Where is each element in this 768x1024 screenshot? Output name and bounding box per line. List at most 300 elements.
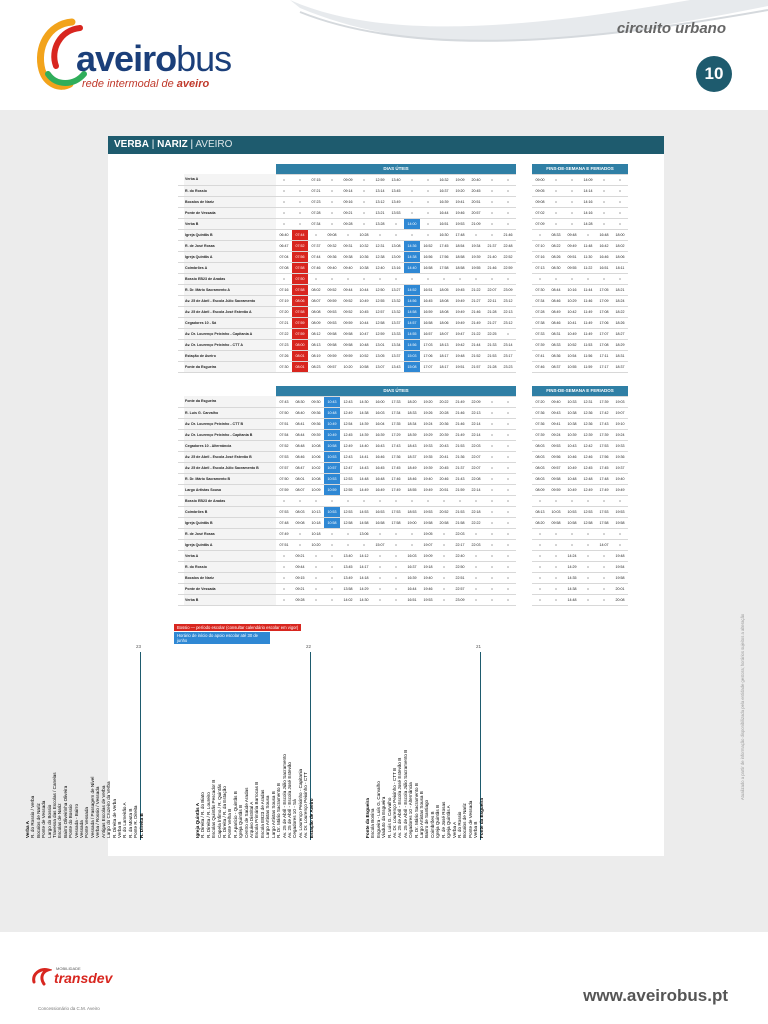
stop-name: Av. Dr. Lourenço Peixinho - CTT B [184, 418, 276, 429]
time-cell: 07:50 [292, 273, 308, 284]
column-gap [516, 273, 532, 284]
time-cell: 20:51 [436, 484, 452, 495]
time-cell: 09:40 [340, 262, 356, 273]
time-cell: 19:46 [452, 207, 468, 218]
time-cell: 21:46 [484, 262, 500, 273]
stop-name: Av. Dr. Lourenço Peixinho - CTT A [184, 339, 276, 350]
time-cell: 13:16 [388, 262, 404, 273]
time-cell: • [484, 407, 500, 418]
column-gap [516, 196, 532, 207]
route-stop: Verba B [473, 821, 479, 838]
time-cell: 07:43 [276, 396, 292, 407]
time-cell: 19:55 [468, 262, 484, 273]
route-stop: Coimbrões B [429, 811, 435, 838]
time-cell: • [452, 273, 468, 284]
timetable-outbound [178, 164, 628, 373]
time-cell: • [468, 495, 484, 506]
route-stop: Vessada / Passagem de Nível [89, 776, 95, 838]
table-row [178, 174, 628, 185]
time-cell: • [532, 495, 548, 506]
time-cell: • [596, 550, 612, 561]
time-cell: • [436, 561, 452, 572]
time-cell: 08:46 [548, 295, 564, 306]
time-cell: 10:49 [324, 429, 340, 440]
time-cell: • [596, 583, 612, 594]
route-stop: R. Aparício - Quintãs B [232, 791, 238, 838]
website-link[interactable]: www.aveirobus.pt [583, 986, 728, 1005]
legend-red: Bossio — período escolar (consultar calendário escolar em vigor) [174, 624, 301, 631]
time-cell: 13:08 [388, 240, 404, 251]
time-cell: 18:34 [404, 418, 420, 429]
time-cell: 09:24 [548, 429, 564, 440]
time-cell: 10:48 [564, 473, 580, 484]
route-stop: R. da Mouta B [127, 808, 133, 838]
time-cell: 14:07 [596, 539, 612, 550]
time-cell: 17:07 [420, 361, 436, 372]
time-cell: • [548, 174, 564, 185]
time-cell: 20:39 [436, 429, 452, 440]
time-cell: 14:39 [356, 429, 372, 440]
column-gap [516, 583, 532, 594]
time-cell: 16:30 [436, 229, 452, 240]
time-cell: • [500, 196, 516, 207]
table-row [178, 218, 628, 229]
stop-name: Av. 25 de Abril - Escola José Estevão B [184, 451, 276, 462]
time-cell: 08:41 [292, 418, 308, 429]
time-cell: • [500, 539, 516, 550]
time-cell: 14:49 [356, 484, 372, 495]
time-cell: 16:51 [436, 218, 452, 229]
time-cell: • [404, 229, 420, 240]
time-cell: • [580, 550, 596, 561]
time-cell: 19:41 [452, 196, 468, 207]
column-gap [516, 451, 532, 462]
time-cell: 18:46 [404, 473, 420, 484]
table-row [178, 229, 628, 240]
time-cell: • [468, 572, 484, 583]
time-cell: 17:34 [388, 407, 404, 418]
time-cell: 17:58 [388, 517, 404, 528]
time-cell: • [324, 561, 340, 572]
time-cell: 21:33 [484, 339, 500, 350]
time-cell: 22:13 [468, 407, 484, 418]
time-cell: 21:37 [452, 462, 468, 473]
time-cell: 22:25 [484, 328, 500, 339]
time-cell: • [308, 583, 324, 594]
time-cell: • [500, 174, 516, 185]
time-cell: 21:28 [484, 361, 500, 372]
time-cell: • [404, 495, 420, 506]
time-cell: 08:46 [292, 451, 308, 462]
time-cell: • [436, 273, 452, 284]
table-row [178, 539, 628, 550]
time-cell: 08:22 [548, 240, 564, 251]
table-row [178, 240, 628, 251]
time-cell: 16:45 [372, 462, 388, 473]
time-cell: 20:57 [468, 207, 484, 218]
time-cell: 19:48 [612, 550, 628, 561]
time-cell: 17:06 [420, 350, 436, 361]
time-cell: 14:48 [564, 594, 580, 605]
time-cell: • [612, 273, 628, 284]
time-cell: 22:51 [452, 572, 468, 583]
stop-name: Av. Dr. Lourenço Peixinho - Capitania A [184, 328, 276, 339]
time-cell: 07:08 [276, 262, 292, 273]
time-cell: 09:30 [308, 396, 324, 407]
time-cell: 10:03 [548, 506, 564, 517]
time-cell: 10:49 [564, 484, 580, 495]
time-cell: 09:00 [532, 174, 548, 185]
time-cell: 09:59 [548, 484, 564, 495]
route-stop: Escola Primária Barrocas B [254, 781, 260, 838]
time-cell: • [500, 207, 516, 218]
time-cell: 19:20 [420, 396, 436, 407]
time-cell: • [404, 196, 420, 207]
time-cell: 17:11 [596, 350, 612, 361]
route-stop: Igreja Quintãs B [435, 805, 441, 838]
column-gap [516, 207, 532, 218]
time-cell: • [548, 539, 564, 550]
time-cell: 17:56 [596, 451, 612, 462]
route-stop: Av. 25 de Abril - Escola José Estevão B [397, 757, 403, 838]
time-cell: 19:33 [420, 440, 436, 451]
time-cell: 23:17 [500, 350, 516, 361]
time-cell: 17:07 [596, 328, 612, 339]
time-cell: • [580, 539, 596, 550]
time-cell: 10:08 [308, 440, 324, 451]
route-diagram-number: 22 [306, 644, 312, 649]
time-cell: • [484, 561, 500, 572]
time-cell: • [324, 550, 340, 561]
time-cell: 21:46 [500, 229, 516, 240]
time-cell: 18:22 [612, 306, 628, 317]
time-cell: • [612, 218, 628, 229]
time-cell: 18:27 [612, 328, 628, 339]
time-cell: • [324, 528, 340, 539]
time-cell: 09:39 [308, 429, 324, 440]
time-cell: • [308, 273, 324, 284]
time-cell: 09:21 [292, 583, 308, 594]
time-cell: 08:13 [532, 506, 548, 517]
time-cell: 10:18 [308, 517, 324, 528]
route-destination: AVEIRO [195, 139, 233, 150]
time-cell: 07:46 [308, 262, 324, 273]
time-cell: 09:08 [324, 229, 340, 240]
time-cell: 13:45 [340, 561, 356, 572]
time-cell: 21:22 [468, 328, 484, 339]
concession-note: Concessionário da C.M. Aveiro [38, 1006, 100, 1011]
time-cell: 08:40 [292, 407, 308, 418]
time-cell: 17:08 [596, 339, 612, 350]
route-stop: Igreja Quintãs A [195, 802, 201, 838]
time-cell: 07:30 [532, 284, 548, 295]
timetable-inbound [178, 386, 628, 606]
time-cell: 18:21 [612, 284, 628, 295]
time-cell: 12:48 [580, 473, 596, 484]
route-stop: R. Direita / R. da Estação [222, 786, 228, 838]
time-cell: • [484, 528, 500, 539]
time-cell: • [500, 550, 516, 561]
time-cell: 22:17 [452, 539, 468, 550]
time-cell: 10:58 [564, 517, 580, 528]
time-cell: • [420, 495, 436, 506]
time-cell: 18:43 [404, 440, 420, 451]
time-cell: • [548, 528, 564, 539]
table-row [178, 583, 628, 594]
route-stop: Largo do Bossio [46, 804, 52, 838]
time-cell: 21:27 [468, 295, 484, 306]
time-cell: • [596, 561, 612, 572]
time-cell: • [340, 273, 356, 284]
route-stop: Cegadores 10 - Alternância [408, 782, 414, 838]
time-cell: 17:48 [596, 473, 612, 484]
time-cell: 21:46 [452, 418, 468, 429]
time-cell: • [372, 495, 388, 506]
time-cell: 08:33 [548, 339, 564, 350]
time-cell: 14:35 [564, 572, 580, 583]
time-cell: • [596, 528, 612, 539]
stop-name: R. Luís G. Carvalho [184, 407, 276, 418]
time-cell: • [308, 594, 324, 605]
time-cell: • [484, 207, 500, 218]
route-stop-list [365, 648, 484, 838]
time-cell: 10:52 [356, 350, 372, 361]
time-cell: • [484, 418, 500, 429]
transdev-logo: MOBILIDADE transdev [30, 966, 52, 993]
time-cell: 12:45 [580, 462, 596, 473]
time-cell: • [580, 561, 596, 572]
stop-name: Igreja Quintãs A [184, 251, 276, 262]
time-cell: • [484, 451, 500, 462]
route-stop: Av. 25 de Abril - Escola Júlio Sacramento B [402, 749, 408, 838]
route-stop-list [195, 648, 314, 838]
time-cell: 19:42 [452, 339, 468, 350]
table-row [178, 429, 628, 440]
time-cell: • [292, 528, 308, 539]
table-row [178, 396, 628, 407]
route-stop: Largo Artistas Sousa B [270, 791, 276, 838]
time-cell: 16:43 [372, 440, 388, 451]
time-cell: 21:46 [468, 306, 484, 317]
time-cell: • [612, 539, 628, 550]
time-cell: 19:36 [612, 451, 628, 462]
time-cell: 09:40 [324, 262, 340, 273]
route-stop: Av. 25 de Abril - Escola José Estevão [286, 762, 292, 838]
time-cell: 17:58 [596, 517, 612, 528]
route-stop: Verba A [25, 821, 31, 838]
time-cell: 06:47 [276, 240, 292, 251]
time-cell: 23:23 [500, 361, 516, 372]
time-cell: • [500, 451, 516, 462]
column-gap [516, 473, 532, 484]
route-stop: R. do Lameirão A [122, 802, 128, 838]
time-cell: 08:49 [548, 306, 564, 317]
stop-name: Cegadores 10 - Alternância [184, 440, 276, 451]
column-gap [516, 539, 532, 550]
column-gap [516, 506, 532, 517]
time-cell: 08:48 [292, 440, 308, 451]
time-cell: 12:39 [580, 429, 596, 440]
time-cell: 07:30 [276, 361, 292, 372]
time-cell: 17:49 [388, 484, 404, 495]
time-cell: • [564, 528, 580, 539]
time-cell: 14:40 [404, 262, 420, 273]
route-stop: R. do Rossio [456, 811, 462, 838]
table-row [178, 284, 628, 295]
time-cell: • [324, 594, 340, 605]
time-cell: 11:49 [580, 317, 596, 328]
route-via: NARIZ [157, 139, 188, 150]
column-gap [516, 484, 532, 495]
time-cell: 08:23 [308, 361, 324, 372]
timetable-sheet [25, 136, 664, 856]
time-cell: 18:54 [452, 240, 468, 251]
time-cell: • [564, 207, 580, 218]
table-row [178, 339, 628, 350]
route-stop: Av. Dr. Lourenço Peixinho - CTT [303, 772, 309, 838]
time-cell: 08:26 [548, 251, 564, 262]
time-cell: 22:07 [484, 284, 500, 295]
table-row [178, 462, 628, 473]
time-cell: • [596, 174, 612, 185]
time-cell: 07:10 [532, 240, 548, 251]
table-row [178, 295, 628, 306]
time-cell: • [484, 539, 500, 550]
time-cell: • [340, 528, 356, 539]
time-cell: 09:36 [324, 251, 340, 262]
time-cell: • [484, 273, 500, 284]
time-cell: • [324, 218, 340, 229]
time-cell: • [612, 528, 628, 539]
time-cell: 10:59 [324, 484, 340, 495]
stop-name: Igreja Quintãs A [184, 539, 276, 550]
time-cell: 13:14 [372, 185, 388, 196]
time-cell: • [388, 550, 404, 561]
time-cell: 22:57 [452, 583, 468, 594]
time-cell: 18:06 [436, 317, 452, 328]
time-cell: • [468, 550, 484, 561]
time-cell: 10:38 [356, 262, 372, 273]
time-cell: 07:36 [532, 418, 548, 429]
time-cell: 10:39 [564, 429, 580, 440]
time-cell: • [532, 594, 548, 605]
time-cell: 12:49 [340, 407, 356, 418]
time-cell: 08:12 [308, 328, 324, 339]
time-cell: 19:53 [420, 594, 436, 605]
time-cell: • [356, 218, 372, 229]
time-cell: 17:58 [436, 262, 452, 273]
time-cell: 19:07 [420, 539, 436, 550]
time-cell: 20:46 [436, 473, 452, 484]
time-cell: 16:53 [372, 506, 388, 517]
time-cell: • [564, 495, 580, 506]
time-cell: • [420, 185, 436, 196]
time-cell: • [548, 218, 564, 229]
route-diagram-number: 21 [476, 644, 482, 649]
time-cell: 23:14 [500, 339, 516, 350]
time-cell: 11:44 [580, 284, 596, 295]
time-cell: 09:59 [324, 295, 340, 306]
time-cell: 08:19 [308, 350, 324, 361]
time-cell: 21:37 [484, 240, 500, 251]
time-cell: • [436, 572, 452, 583]
time-cell: • [340, 229, 356, 240]
time-cell: 08:30 [292, 396, 308, 407]
time-cell: • [356, 196, 372, 207]
time-cell: 18:07 [436, 328, 452, 339]
time-cell: 17:05 [596, 284, 612, 295]
column-gap [516, 240, 532, 251]
time-cell: 16:37 [404, 561, 420, 572]
time-cell: 16:42 [596, 240, 612, 251]
time-cell: • [500, 218, 516, 229]
time-cell: 09:51 [564, 251, 580, 262]
time-cell: 20:52 [436, 506, 452, 517]
time-cell: 16:03 [372, 407, 388, 418]
time-cell: 09:28 [340, 218, 356, 229]
time-cell: • [324, 207, 340, 218]
time-cell: 09:58 [324, 339, 340, 350]
time-cell: 13:01 [372, 339, 388, 350]
time-cell: 14:00 [404, 218, 420, 229]
time-cell: 22:52 [500, 251, 516, 262]
time-cell: • [484, 594, 500, 605]
time-cell: 19:39 [420, 462, 436, 473]
time-cell: 07:59 [292, 317, 308, 328]
time-cell: 14:56 [404, 295, 420, 306]
stop-name: Fonte da Esgueira [184, 361, 276, 372]
time-cell: 10:48 [356, 339, 372, 350]
time-cell: 20:08 [612, 594, 628, 605]
time-cell: 13:40 [340, 550, 356, 561]
time-cell: 18:20 [404, 396, 420, 407]
time-cell: 07:50 [276, 473, 292, 484]
route-stop: Verba A [451, 821, 457, 838]
time-cell: 16:39 [404, 572, 420, 583]
time-cell: 07:02 [532, 207, 548, 218]
time-cell: • [308, 550, 324, 561]
time-cell: 22:14 [468, 484, 484, 495]
time-cell: 18:33 [404, 407, 420, 418]
time-cell: 09:58 [548, 517, 564, 528]
time-cell: • [388, 594, 404, 605]
time-cell: • [308, 495, 324, 506]
time-cell: 17:45 [436, 240, 452, 251]
time-cell: 12:59 [372, 328, 388, 339]
time-cell: 19:45 [452, 284, 468, 295]
time-cell: 09:53 [324, 306, 340, 317]
column-gap [516, 396, 532, 407]
time-cell: 07:46 [532, 361, 548, 372]
time-cell: 19:54 [612, 561, 628, 572]
time-cell: 13:21 [372, 207, 388, 218]
time-cell: 15:08 [404, 361, 420, 372]
time-cell: 09:58 [340, 339, 356, 350]
time-cell: 13:33 [388, 328, 404, 339]
column-gap [516, 185, 532, 196]
time-cell: • [468, 528, 484, 539]
time-cell: 19:03 [612, 396, 628, 407]
time-cell: • [548, 594, 564, 605]
route-stop: R. Dr. Mário Sacramento B [276, 783, 282, 838]
column-gap [516, 284, 532, 295]
time-cell: • [452, 495, 468, 506]
time-cell: 07:23 [308, 196, 324, 207]
time-cell: 07:09 [532, 218, 548, 229]
time-cell: 10:46 [564, 451, 580, 462]
time-cell: 12:50 [372, 284, 388, 295]
time-cell: • [276, 561, 292, 572]
